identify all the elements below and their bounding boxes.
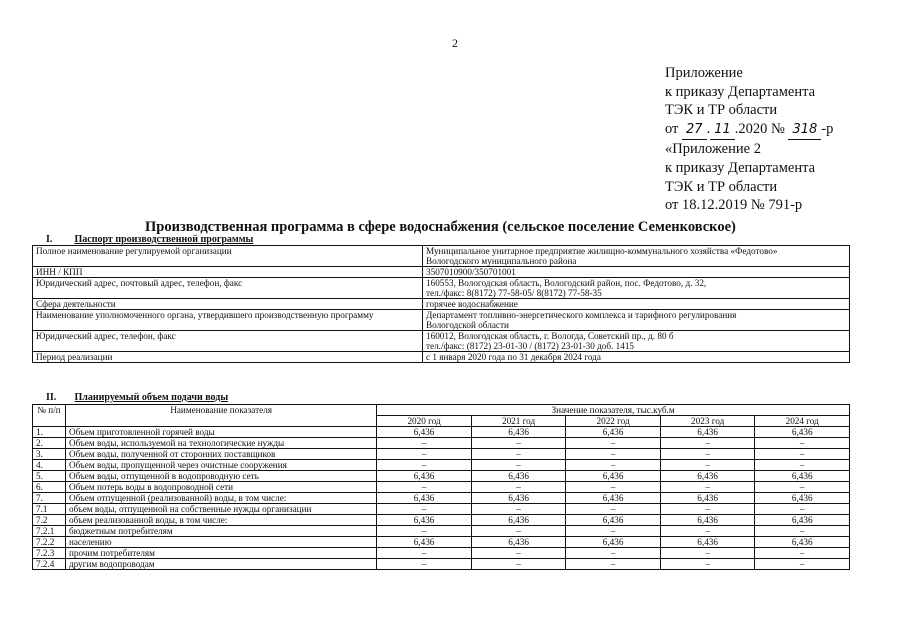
page-number: 2 — [452, 36, 458, 50]
row-value: 6,436 — [471, 427, 566, 438]
appendix-suffix: -р — [821, 120, 834, 137]
row-number: 1. — [33, 427, 66, 438]
passport-label: ИНН / КПП — [33, 267, 423, 278]
row-value: 6,436 — [566, 471, 661, 482]
section1-heading — [46, 234, 253, 245]
row-value: 6,436 — [660, 537, 755, 548]
row-number: 7.2 — [33, 515, 66, 526]
appendix-line: «Приложение 2 — [665, 141, 761, 158]
row-value: 6,436 — [755, 537, 850, 548]
row-value: – — [660, 449, 755, 460]
row-name: Объем потерь воды в водопроводной сети — [65, 482, 376, 493]
row-value: 6,436 — [377, 471, 472, 482]
row-value: 6,436 — [566, 537, 661, 548]
handwritten-day: 27 — [682, 121, 707, 141]
row-value: 6,436 — [755, 493, 850, 504]
appendix-line: ТЭК и ТР области — [665, 178, 778, 195]
header-year: 2023 год — [660, 416, 755, 427]
row-number: 7.2.1 — [33, 526, 66, 537]
appendix-date-line: от 27 . 11 .2020 № 318 -р — [665, 120, 833, 141]
row-value: – — [755, 526, 850, 537]
row-number: 7.2.4 — [33, 559, 66, 570]
passport-value-line2: тел./факс: (8172) 23-01-30 / (8172) 23-01-30 доб. 1415 — [426, 341, 635, 351]
row-value: – — [377, 438, 472, 449]
passport-row — [33, 299, 850, 310]
passport-row — [33, 278, 850, 299]
row-number: 7. — [33, 493, 66, 504]
row-value: – — [755, 449, 850, 460]
row-value: – — [566, 526, 661, 537]
passport-value — [423, 352, 850, 363]
row-value: – — [755, 482, 850, 493]
row-value: – — [566, 449, 661, 460]
row-value: – — [566, 504, 661, 515]
passport-label: Период реализации — [33, 352, 423, 363]
passport-label: Сфера деятельности — [33, 299, 423, 310]
row-value: – — [377, 449, 472, 460]
passport-value — [423, 267, 850, 278]
passport-value — [423, 278, 850, 299]
row-value: 6,436 — [660, 515, 755, 526]
row-value: 6,436 — [471, 537, 566, 548]
header-name: Наименование показателя — [65, 405, 376, 427]
row-value: – — [566, 559, 661, 570]
row-value: 6,436 — [377, 537, 472, 548]
table-row — [33, 449, 850, 460]
appendix-year: .2020 № — [734, 120, 785, 137]
header-year: 2024 год — [755, 416, 850, 427]
appendix-date-prefix: от — [665, 120, 679, 137]
passport-value-line1: Департамент топливно-энергетического комплекса и тарифного регулирования — [426, 310, 737, 320]
row-value: – — [660, 482, 755, 493]
passport-value-line2: Вологодской области — [426, 320, 509, 330]
row-value: – — [566, 438, 661, 449]
row-value: 6,436 — [660, 427, 755, 438]
row-name: другим водопроводам — [65, 559, 376, 570]
row-value: 6,436 — [566, 427, 661, 438]
appendix-header — [665, 64, 833, 215]
row-name: прочим потребителям — [65, 548, 376, 559]
row-value: – — [566, 548, 661, 559]
row-value: 6,436 — [755, 515, 850, 526]
passport-value-line1: с 1 января 2020 года по 31 декабря 2024 года — [426, 352, 601, 362]
passport-row — [33, 310, 850, 331]
passport-row — [33, 352, 850, 363]
row-number: 6. — [33, 482, 66, 493]
row-value: 6,436 — [471, 493, 566, 504]
row-value: 6,436 — [755, 471, 850, 482]
table-row — [33, 493, 850, 504]
row-name: объем воды, отпущенной на собственные нужды организации — [65, 504, 376, 515]
row-value: – — [660, 504, 755, 515]
passport-value-line1: 160012, Вологодская область, г. Вологда, Советский пр., д. 80 б — [426, 331, 674, 341]
row-value: – — [377, 504, 472, 515]
row-value: – — [471, 548, 566, 559]
table-row — [33, 515, 850, 526]
water-volume-table — [32, 404, 850, 570]
passport-value-line1: Муниципальное унитарное предприятие жилищно-коммунального хозяйства «Федотово» — [426, 246, 778, 256]
row-value: – — [471, 438, 566, 449]
row-value: 6,436 — [660, 493, 755, 504]
passport-row — [33, 267, 850, 278]
document-title: Производственная программа в сфере водоснабжения (сельское поселение Семенковское) — [145, 219, 736, 235]
appendix-line: к приказу Департамента — [665, 159, 816, 176]
table-row — [33, 548, 850, 559]
table-row — [33, 526, 850, 537]
passport-value — [423, 310, 850, 331]
row-value: – — [660, 438, 755, 449]
row-name: Объем воды, используемой на технологические нужды — [65, 438, 376, 449]
row-name: населению — [65, 537, 376, 548]
row-value: – — [471, 526, 566, 537]
row-value: – — [660, 526, 755, 537]
table-row — [33, 471, 850, 482]
row-value: 6,436 — [566, 493, 661, 504]
row-value: – — [377, 482, 472, 493]
passport-value-line2: Вологодского муниципального района — [426, 256, 577, 266]
header-value: Значение показателя, тыс.куб.м — [377, 405, 850, 416]
appendix-line: ТЭК и ТР области — [665, 102, 778, 119]
row-value: – — [755, 460, 850, 471]
row-value: – — [660, 548, 755, 559]
table-row — [33, 460, 850, 471]
appendix-line: к приказу Департамента — [665, 83, 816, 100]
row-name: Объем отпущенной (реализованной) воды, в том числе: — [65, 493, 376, 504]
appendix-line: Приложение — [665, 65, 743, 81]
table-row — [33, 482, 850, 493]
row-value: – — [471, 504, 566, 515]
table-row — [33, 537, 850, 548]
passport-value-line1: 3507010900/350701001 — [426, 267, 516, 277]
row-number: 3. — [33, 449, 66, 460]
passport-label: Наименование уполномоченного органа, утвердившего производственную программу — [33, 310, 423, 331]
header-year: 2022 год — [566, 416, 661, 427]
row-number: 4. — [33, 460, 66, 471]
row-value: – — [471, 460, 566, 471]
row-name: Объем воды, полученной от сторонних поставщиков — [65, 449, 376, 460]
row-value: – — [471, 482, 566, 493]
table-row — [33, 438, 850, 449]
row-number: 7.2.3 — [33, 548, 66, 559]
header-year: 2020 год — [377, 416, 472, 427]
passport-table — [32, 245, 850, 363]
row-value: – — [566, 460, 661, 471]
row-name: бюджетным потребителям — [65, 526, 376, 537]
passport-value — [423, 246, 850, 267]
row-value: – — [660, 559, 755, 570]
handwritten-month: 11 — [710, 121, 735, 141]
row-value: – — [377, 460, 472, 471]
row-number: 7.2.2 — [33, 537, 66, 548]
row-number: 2. — [33, 438, 66, 449]
table-row — [33, 427, 850, 438]
passport-value-line2: тел./факс: 8(8172) 77-58-05/ 8(8172) 77-58-35 — [426, 288, 602, 298]
row-value: – — [755, 438, 850, 449]
passport-value — [423, 331, 850, 352]
row-value: – — [755, 548, 850, 559]
section2-title: Планируемый объем подачи воды — [74, 392, 229, 403]
row-value: 6,436 — [566, 515, 661, 526]
row-number: 7.1 — [33, 504, 66, 515]
handwritten-order-number: 318 — [788, 121, 821, 141]
row-value: – — [471, 559, 566, 570]
row-value: 6,436 — [377, 515, 472, 526]
row-name: Объем воды, отпущенной в водопроводную сеть — [65, 471, 376, 482]
row-value: – — [377, 548, 472, 559]
row-value: 6,436 — [755, 427, 850, 438]
row-value: – — [377, 526, 472, 537]
passport-label: Юридический адрес, почтовый адрес, телефон, факс — [33, 278, 423, 299]
appendix-line: от 18.12.2019 № 791-р — [665, 197, 803, 214]
row-value: 6,436 — [377, 427, 472, 438]
row-name: Объем воды, пропущенной через очистные сооружения — [65, 460, 376, 471]
passport-value-line1: горячее водоснабжение — [426, 299, 518, 309]
row-value: – — [566, 482, 661, 493]
passport-value — [423, 299, 850, 310]
passport-value-line1: 160553, Вологодская область, Вологодский район, пос. Федотово, д. 32, — [426, 278, 707, 288]
passport-row — [33, 246, 850, 267]
table-row — [33, 504, 850, 515]
row-value: 6,436 — [471, 515, 566, 526]
row-value: – — [471, 449, 566, 460]
row-value: – — [755, 504, 850, 515]
passport-row — [33, 331, 850, 352]
section2-number: II. — [46, 392, 57, 403]
passport-label: Юридический адрес, телефон, факс — [33, 331, 423, 352]
row-value: – — [660, 460, 755, 471]
row-value: 6,436 — [377, 493, 472, 504]
header-year: 2021 год — [471, 416, 566, 427]
row-value: 6,436 — [471, 471, 566, 482]
row-value: 6,436 — [660, 471, 755, 482]
row-number: 5. — [33, 471, 66, 482]
section1-number: I. — [46, 234, 53, 245]
row-value: – — [755, 559, 850, 570]
section2-heading — [46, 392, 228, 403]
table-row — [33, 559, 850, 570]
passport-label: Полное наименование регулируемой организации — [33, 246, 423, 267]
section1-title: Паспорт производственной программы — [74, 234, 254, 245]
row-name: объем реализованной воды, в том числе: — [65, 515, 376, 526]
header-number: № п/п — [33, 405, 66, 427]
row-value: – — [377, 559, 472, 570]
row-name: Объем приготовленной горячей воды — [65, 427, 376, 438]
